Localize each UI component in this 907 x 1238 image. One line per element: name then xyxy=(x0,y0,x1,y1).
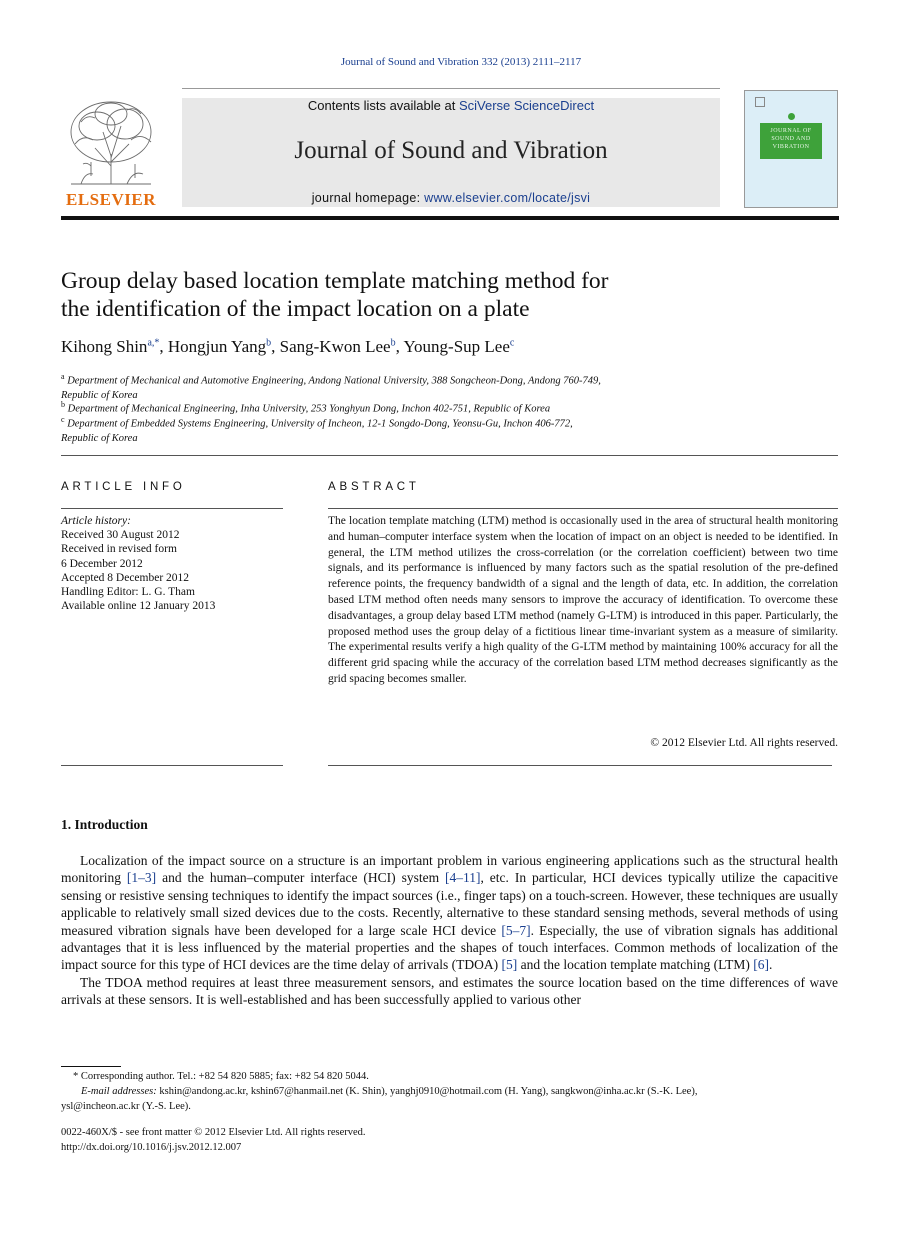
email-addresses xyxy=(61,1084,838,1099)
text-run: and the location template matching (LTM) xyxy=(517,957,754,973)
affiliation-marker: c xyxy=(61,415,65,424)
cover-emblem-icon xyxy=(788,113,795,120)
introduction-body xyxy=(61,852,838,1009)
article-info-heading: ARTICLE INFO xyxy=(61,481,186,493)
author-affil-marker[interactable]: b xyxy=(266,337,272,349)
text-run: Localization of the impact source on a structure is an important problem in various engineering applications such as the structural health monitoring xyxy=(61,853,838,886)
author-affil-marker[interactable]: a,* xyxy=(147,337,160,349)
author-name[interactable]: Kihong Shin xyxy=(61,337,148,356)
cover-mark-icon xyxy=(755,97,765,107)
article-title xyxy=(61,267,821,323)
journal-cover-thumbnail[interactable] xyxy=(744,90,838,208)
reference-link[interactable]: [5] xyxy=(501,957,518,973)
journal-homepage xyxy=(182,191,720,205)
doi-link[interactable]: http://dx.doi.org/10.1016/j.jsv.2012.12.007 xyxy=(61,1141,242,1153)
author-name[interactable]: Sang-Kwon Lee xyxy=(279,337,391,356)
abstract-rule-bottom xyxy=(328,765,832,766)
footnotes xyxy=(61,1069,838,1114)
affiliation-text: Department of Mechanical and Automotive Engineering, Andong National University, 388 Songcheon-Dong, Andong 760-749, xyxy=(67,375,601,387)
reference-link[interactable]: [1–3] xyxy=(126,870,157,886)
email-label: E-mail addresses: xyxy=(81,1086,157,1097)
email-list-continued[interactable]: ysl@incheon.ac.kr (Y.-S. Lee). xyxy=(61,1101,191,1112)
article-title-line: Group delay based location template matching method for xyxy=(61,268,609,294)
author-affil-marker[interactable]: c xyxy=(509,337,515,349)
header-rule-bottom xyxy=(61,216,839,220)
contents-prefix: Contents lists available at xyxy=(307,98,459,113)
issn-line: 0022-460X/$ - see front matter © 2012 Elsevier Ltd. All rights reserved. xyxy=(61,1127,366,1138)
cover-title-text: JOURNAL OF SOUND AND VIBRATION xyxy=(770,128,812,150)
header-rule-top xyxy=(182,88,720,89)
reference-link[interactable]: [4–11] xyxy=(445,870,481,886)
affiliation xyxy=(61,413,781,447)
section-heading-introduction: 1. Introduction xyxy=(61,817,148,832)
email-list[interactable]: kshin@andong.ac.kr, kshin67@hanmail.net (K. Shin), yanghj0910@hotmail.com (H. Yang), sangkwon@inha.ac.kr (S.-K. Lee), xyxy=(156,1086,698,1097)
author-affil-marker[interactable]: b xyxy=(390,337,396,349)
history-item: 6 December 2012 xyxy=(61,557,143,570)
history-item: Received 30 August 2012 xyxy=(61,529,180,542)
paragraph xyxy=(61,852,838,974)
text-run: and the human–computer interface (HCI) system xyxy=(156,870,446,886)
history-item: Handling Editor: L. G. Tham xyxy=(61,586,195,599)
history-label: Article history: xyxy=(61,515,131,527)
sciencedirect-link[interactable]: SciVerse ScienceDirect xyxy=(458,98,595,113)
affiliation-text: Department of Embedded Systems Engineering, University of Incheon, 12-1 Songdo-Dong, Yeonsu-Gu, Inchon 406-772, xyxy=(67,418,573,430)
affiliation-text: Republic of Korea xyxy=(61,433,138,444)
reference-link[interactable]: [5–7] xyxy=(501,922,531,938)
section-divider xyxy=(61,455,838,456)
history-item: Available online 12 January 2013 xyxy=(61,600,216,613)
front-matter-info xyxy=(61,1126,838,1155)
abstract-rule xyxy=(328,508,838,509)
elsevier-wordmark[interactable]: ELSEVIER xyxy=(66,190,156,209)
history-item: Received in revised form xyxy=(61,543,177,556)
abstract-heading: ABSTRACT xyxy=(328,481,420,493)
reference-link[interactable]: [6] xyxy=(753,957,770,973)
article-title-line: the identification of the impact location on a plate xyxy=(61,296,530,322)
text-run: . Especially, the use of vibration signals has additional advantages that it is less influenced by the material properties and the shapes of touch interfaces. Common methods of localization of the impact source for this type of HCI devices are the time delay of arrivals (TDOA) xyxy=(61,922,838,973)
affiliation-marker: b xyxy=(61,400,65,409)
article-info-rule-bottom xyxy=(61,765,283,766)
article-history xyxy=(61,514,291,613)
journal-title: Journal of Sound and Vibration xyxy=(294,137,608,164)
footnote-rule xyxy=(61,1066,121,1067)
author-name[interactable]: Hongjun Yang xyxy=(167,337,267,356)
affiliation-text: Department of Mechanical Engineering, Inha University, 253 Yonghyun Dong, Inchon 402-751, Republic of Korea xyxy=(67,403,551,415)
homepage-link[interactable]: www.elsevier.com/locate/jsvi xyxy=(424,191,591,205)
abstract-copyright: © 2012 Elsevier Ltd. All rights reserved. xyxy=(650,737,838,749)
affiliation-marker: a xyxy=(61,372,65,381)
author-name[interactable]: Young-Sup Lee xyxy=(403,337,510,356)
article-info-rule xyxy=(61,508,283,509)
journal-citation[interactable]: Journal of Sound and Vibration 332 (2013) 2111–2117 xyxy=(340,56,582,68)
affiliation-text: Republic of Korea xyxy=(61,390,138,401)
corresponding-author-note: * Corresponding author. Tel.: +82 54 820 5885; fax: +82 54 820 5044. xyxy=(73,1071,369,1082)
text-run: . xyxy=(769,957,773,973)
text-run: , etc. In particular, HCI devices typically utilize the capacitive sensing or resistive sensing techniques to identify the impact sources (i.e., finger taps) on a touch-screen. However, these techniques are usually applicable to relatively small sized devices due to the costs. Recently, alternative to these standard sensing methods, several methods of using measured vibration signals have been developed for a large scale HCI device xyxy=(61,870,838,938)
abstract-text: The location template matching (LTM) method is occasionally used in the area of structural health monitoring and human–computer interface system when the location of impact on an object is needed to be identified. In general, the LTM method utilizes the cross-correlation (or the correlation coefficient) between two time signals, and its performance is influenced by many factors such as the spatial resolution of the pre-defined reference points, the frequency bandwidth of a signal and the length of data, etc. In addition, the correlation based LTM method often needs many sensors to improve the accuracy of identification. To overcome these disadvantages, a group delay based LTM method (namely G-LTM) is introduced in this paper. Particularly, the proposed method uses the group delay of a fictitious linear time-invariant system as a measure of similarity. The experimental results verify a high quality of the G-LTM method by maintaining 100% accuracy for all the different grid spacing while the accuracy of the correlation based LTM method decreases significantly as the grid spacing becomes smaller. xyxy=(328,515,838,685)
author-list xyxy=(61,337,841,357)
paragraph: The TDOA method requires at least three measurement sensors, and estimates the source location based on the time differences of wave arrivals at these sensors. It is well-established and has been successfully applied to various other xyxy=(61,974,838,1008)
homepage-prefix: journal homepage: xyxy=(311,191,425,205)
history-item: Accepted 8 December 2012 xyxy=(61,571,190,584)
contents-line xyxy=(182,98,720,113)
author-separator: , xyxy=(271,337,280,356)
author-separator: , xyxy=(395,337,404,356)
author-separator: , xyxy=(159,337,168,356)
